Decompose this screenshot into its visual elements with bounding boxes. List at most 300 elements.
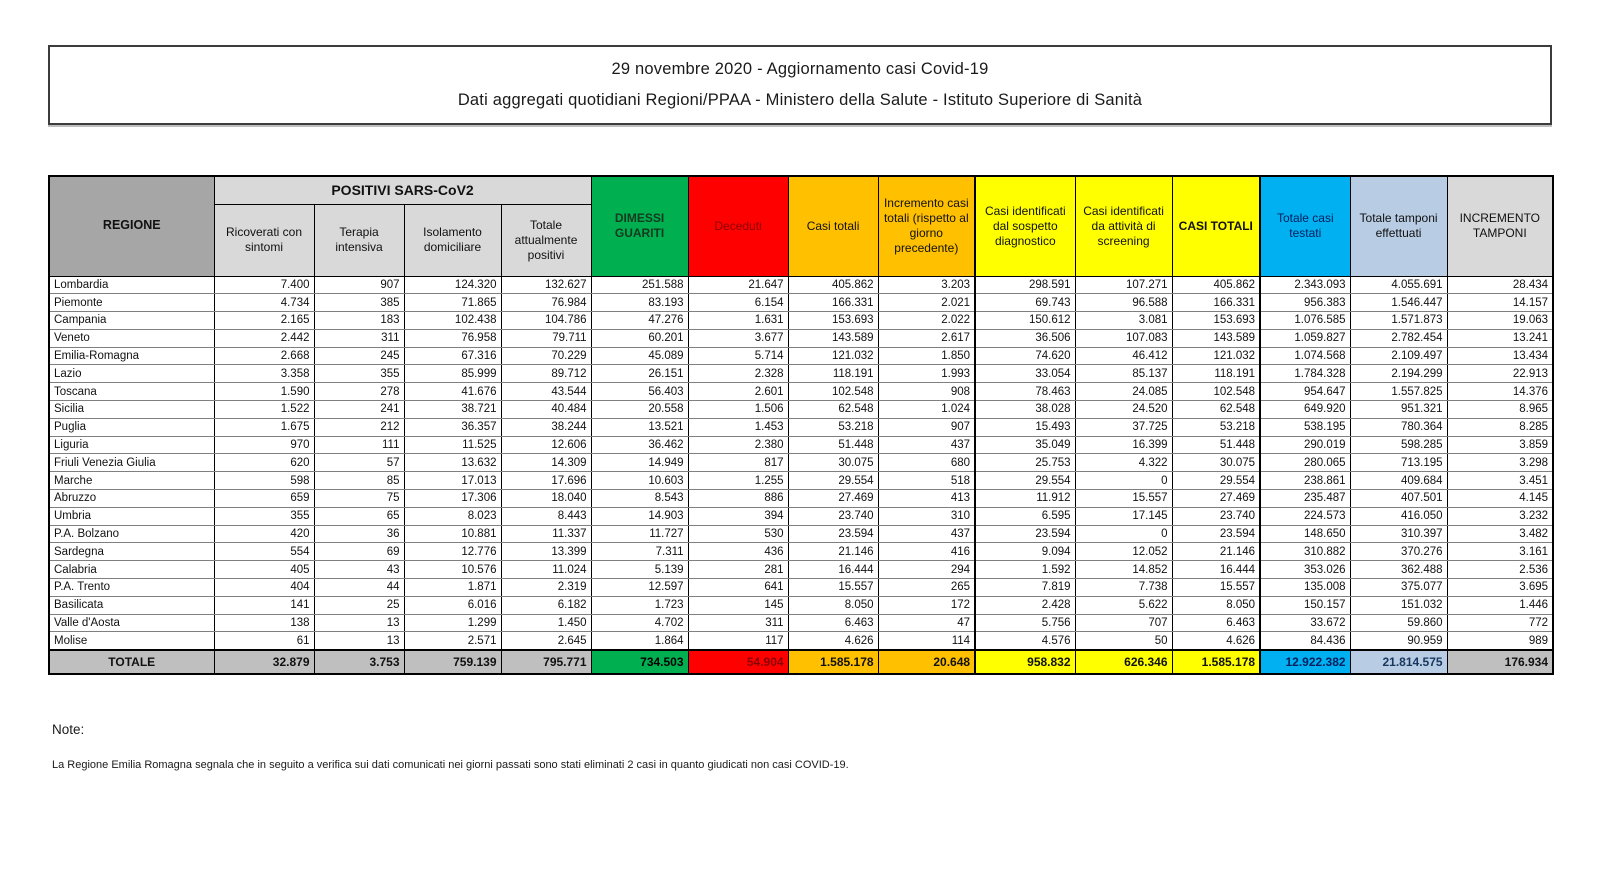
value-cell: 5.622: [1075, 596, 1172, 614]
value-cell: 1.557.825: [1350, 383, 1447, 401]
value-cell: 437: [878, 525, 975, 543]
value-cell: 23.594: [1172, 525, 1260, 543]
value-cell: 707: [1075, 614, 1172, 632]
value-cell: 13.434: [1447, 347, 1553, 365]
value-cell: 0: [1075, 525, 1172, 543]
value-cell: 62.548: [788, 401, 878, 419]
column-header-4: Casi identificati dal sospetto diagnostico: [975, 176, 1075, 276]
value-cell: 15.493: [975, 418, 1075, 436]
value-cell: 30.075: [788, 454, 878, 472]
value-cell: 3.677: [688, 329, 788, 347]
value-cell: 235.487: [1260, 490, 1350, 508]
value-cell: 311: [314, 329, 404, 347]
table-row: [49, 632, 1553, 650]
total-label: TOTALE: [49, 650, 214, 674]
value-cell: 17.145: [1075, 507, 1172, 525]
value-cell: 394: [688, 507, 788, 525]
value-cell: 907: [314, 276, 404, 294]
value-cell: 2.328: [688, 365, 788, 383]
value-cell: 89.712: [501, 365, 591, 383]
sub-column-header-0: Ricoverati con sintomi: [214, 204, 314, 276]
value-cell: 1.506: [688, 401, 788, 419]
value-cell: 83.193: [591, 294, 688, 312]
value-cell: 36.357: [404, 418, 501, 436]
value-cell: 8.543: [591, 490, 688, 508]
value-cell: 3.203: [878, 276, 975, 294]
value-cell: 405.862: [1172, 276, 1260, 294]
value-cell: 310: [878, 507, 975, 525]
value-cell: 311: [688, 614, 788, 632]
value-cell: 416.050: [1350, 507, 1447, 525]
value-cell: 12.052: [1075, 543, 1172, 561]
table-row: [49, 383, 1553, 401]
total-value-cell: 1.585.178: [1172, 650, 1260, 674]
value-cell: 14.903: [591, 507, 688, 525]
total-row: [49, 650, 1553, 674]
value-cell: 251.588: [591, 276, 688, 294]
table-row: [49, 525, 1553, 543]
value-cell: 14.157: [1447, 294, 1553, 312]
value-cell: 908: [878, 383, 975, 401]
value-cell: 298.591: [975, 276, 1075, 294]
region-cell: Lombardia: [49, 276, 214, 294]
value-cell: 212: [314, 418, 404, 436]
value-cell: 420: [214, 525, 314, 543]
value-cell: 17.306: [404, 490, 501, 508]
value-cell: 69.743: [975, 294, 1075, 312]
value-cell: 407.501: [1350, 490, 1447, 508]
value-cell: 148.650: [1260, 525, 1350, 543]
value-cell: 45.089: [591, 347, 688, 365]
value-cell: 153.693: [788, 312, 878, 330]
value-cell: 61: [214, 632, 314, 650]
value-cell: 21.146: [788, 543, 878, 561]
value-cell: 24.520: [1075, 401, 1172, 419]
value-cell: 17.013: [404, 472, 501, 490]
value-cell: 135.008: [1260, 579, 1350, 597]
value-cell: 405: [214, 561, 314, 579]
value-cell: 111: [314, 436, 404, 454]
value-cell: 6.154: [688, 294, 788, 312]
value-cell: 404: [214, 579, 314, 597]
value-cell: 11.024: [501, 561, 591, 579]
value-cell: 772: [1447, 614, 1553, 632]
column-header-9: INCREMENTO TAMPONI: [1447, 176, 1553, 276]
value-cell: 107.271: [1075, 276, 1172, 294]
value-cell: 20.558: [591, 401, 688, 419]
value-cell: 5.139: [591, 561, 688, 579]
value-cell: 12.776: [404, 543, 501, 561]
value-cell: 2.109.497: [1350, 347, 1447, 365]
value-cell: 713.195: [1350, 454, 1447, 472]
value-cell: 989: [1447, 632, 1553, 650]
value-cell: 3.482: [1447, 525, 1553, 543]
value-cell: 28.434: [1447, 276, 1553, 294]
value-cell: 62.548: [1172, 401, 1260, 419]
column-header-0: DIMESSI GUARITI: [591, 176, 688, 276]
sub-column-header-3: Totale attualmente positivi: [501, 204, 591, 276]
value-cell: 53.218: [1172, 418, 1260, 436]
value-cell: 4.322: [1075, 454, 1172, 472]
value-cell: 70.229: [501, 347, 591, 365]
value-cell: 25: [314, 596, 404, 614]
value-cell: 405.862: [788, 276, 878, 294]
value-cell: 13: [314, 614, 404, 632]
value-cell: 12.606: [501, 436, 591, 454]
value-cell: 23.740: [1172, 507, 1260, 525]
value-cell: 4.626: [788, 632, 878, 650]
value-cell: 44: [314, 579, 404, 597]
value-cell: 598: [214, 472, 314, 490]
value-cell: 121.032: [788, 347, 878, 365]
value-cell: 29.554: [1172, 472, 1260, 490]
value-cell: 18.040: [501, 490, 591, 508]
column-header-8: Totale tamponi effettuati: [1350, 176, 1447, 276]
value-cell: 183: [314, 312, 404, 330]
value-cell: 8.023: [404, 507, 501, 525]
value-cell: 3.859: [1447, 436, 1553, 454]
table-row: [49, 561, 1553, 579]
table-row: [49, 454, 1553, 472]
value-cell: 124.320: [404, 276, 501, 294]
value-cell: 8.050: [1172, 596, 1260, 614]
table-row: [49, 365, 1553, 383]
value-cell: 278: [314, 383, 404, 401]
value-cell: 649.920: [1260, 401, 1350, 419]
value-cell: 10.881: [404, 525, 501, 543]
table-row: [49, 418, 1553, 436]
value-cell: 245: [314, 347, 404, 365]
total-value-cell: 1.585.178: [788, 650, 878, 674]
value-cell: 370.276: [1350, 543, 1447, 561]
value-cell: 151.032: [1350, 596, 1447, 614]
value-cell: 16.444: [788, 561, 878, 579]
region-cell: Emilia-Romagna: [49, 347, 214, 365]
value-cell: 1.993: [878, 365, 975, 383]
value-cell: 15.557: [1075, 490, 1172, 508]
region-cell: Piemonte: [49, 294, 214, 312]
value-cell: 6.182: [501, 596, 591, 614]
column-header-1: Deceduti: [688, 176, 788, 276]
value-cell: 65: [314, 507, 404, 525]
region-cell: Puglia: [49, 418, 214, 436]
value-cell: 4.734: [214, 294, 314, 312]
value-cell: 13.521: [591, 418, 688, 436]
value-cell: 114: [878, 632, 975, 650]
value-cell: 118.191: [788, 365, 878, 383]
column-header-5: Casi identificati da attività di screening: [1075, 176, 1172, 276]
value-cell: 1.631: [688, 312, 788, 330]
value-cell: 96.588: [1075, 294, 1172, 312]
value-cell: 7.400: [214, 276, 314, 294]
value-cell: 60.201: [591, 329, 688, 347]
value-cell: 1.850: [878, 347, 975, 365]
value-cell: 1.590: [214, 383, 314, 401]
value-cell: 14.376: [1447, 383, 1553, 401]
value-cell: 5.714: [688, 347, 788, 365]
value-cell: 51.448: [1172, 436, 1260, 454]
value-cell: 8.285: [1447, 418, 1553, 436]
value-cell: 76.984: [501, 294, 591, 312]
value-cell: 78.463: [975, 383, 1075, 401]
value-cell: 437: [878, 436, 975, 454]
value-cell: 1.723: [591, 596, 688, 614]
value-cell: 38.721: [404, 401, 501, 419]
value-cell: 6.463: [788, 614, 878, 632]
value-cell: 71.865: [404, 294, 501, 312]
value-cell: 1.446: [1447, 596, 1553, 614]
value-cell: 53.218: [788, 418, 878, 436]
column-header-7: Totale casi testati: [1260, 176, 1350, 276]
value-cell: 57: [314, 454, 404, 472]
value-cell: 13.241: [1447, 329, 1553, 347]
value-cell: 118.191: [1172, 365, 1260, 383]
value-cell: 36.462: [591, 436, 688, 454]
value-cell: 102.548: [1172, 383, 1260, 401]
value-cell: 6.595: [975, 507, 1075, 525]
value-cell: 1.871: [404, 579, 501, 597]
value-cell: 166.331: [788, 294, 878, 312]
value-cell: 67.316: [404, 347, 501, 365]
value-cell: 2.343.093: [1260, 276, 1350, 294]
value-cell: 4.055.691: [1350, 276, 1447, 294]
value-cell: 1.299: [404, 614, 501, 632]
value-cell: 25.753: [975, 454, 1075, 472]
value-cell: 15.557: [1172, 579, 1260, 597]
value-cell: 102.548: [788, 383, 878, 401]
value-cell: 14.852: [1075, 561, 1172, 579]
value-cell: 1.059.827: [1260, 329, 1350, 347]
value-cell: 51.448: [788, 436, 878, 454]
value-cell: 14.949: [591, 454, 688, 472]
value-cell: 41.676: [404, 383, 501, 401]
value-cell: 2.165: [214, 312, 314, 330]
value-cell: 1.453: [688, 418, 788, 436]
value-cell: 2.021: [878, 294, 975, 312]
value-cell: 1.864: [591, 632, 688, 650]
value-cell: 11.337: [501, 525, 591, 543]
value-cell: 9.094: [975, 543, 1075, 561]
value-cell: 16.399: [1075, 436, 1172, 454]
value-cell: 75: [314, 490, 404, 508]
value-cell: 27.469: [1172, 490, 1260, 508]
report-title: 29 novembre 2020 - Aggiornamento casi Covid-19: [611, 60, 989, 78]
value-cell: 355: [314, 365, 404, 383]
value-cell: 150.612: [975, 312, 1075, 330]
value-cell: 530: [688, 525, 788, 543]
sub-column-header-2: Isolamento domiciliare: [404, 204, 501, 276]
value-cell: 107.083: [1075, 329, 1172, 347]
table-row: [49, 294, 1553, 312]
value-cell: 6.016: [404, 596, 501, 614]
total-value-cell: 795.771: [501, 650, 591, 674]
value-cell: 4.702: [591, 614, 688, 632]
value-cell: 554: [214, 543, 314, 561]
total-value-cell: 21.814.575: [1350, 650, 1447, 674]
value-cell: 85.999: [404, 365, 501, 383]
value-cell: 90.959: [1350, 632, 1447, 650]
value-cell: 33.054: [975, 365, 1075, 383]
value-cell: 21.647: [688, 276, 788, 294]
value-cell: 143.589: [1172, 329, 1260, 347]
value-cell: 362.488: [1350, 561, 1447, 579]
value-cell: 69: [314, 543, 404, 561]
value-cell: 970: [214, 436, 314, 454]
value-cell: 4.145: [1447, 490, 1553, 508]
value-cell: 3.451: [1447, 472, 1553, 490]
value-cell: 102.438: [404, 312, 501, 330]
value-cell: 150.157: [1260, 596, 1350, 614]
value-cell: 1.571.873: [1350, 312, 1447, 330]
value-cell: 355: [214, 507, 314, 525]
value-cell: 538.195: [1260, 418, 1350, 436]
value-cell: 36: [314, 525, 404, 543]
value-cell: 280.065: [1260, 454, 1350, 472]
value-cell: 2.380: [688, 436, 788, 454]
value-cell: 2.668: [214, 347, 314, 365]
table-row: [49, 596, 1553, 614]
value-cell: 21.146: [1172, 543, 1260, 561]
value-cell: 224.573: [1260, 507, 1350, 525]
value-cell: 172: [878, 596, 975, 614]
region-cell: Molise: [49, 632, 214, 650]
value-cell: 817: [688, 454, 788, 472]
value-cell: 2.782.454: [1350, 329, 1447, 347]
column-header-2: Casi totali: [788, 176, 878, 276]
covid-table-container: [48, 175, 1552, 675]
value-cell: 13.399: [501, 543, 591, 561]
value-cell: 2.617: [878, 329, 975, 347]
value-cell: 436: [688, 543, 788, 561]
value-cell: 3.358: [214, 365, 314, 383]
region-cell: Sardegna: [49, 543, 214, 561]
value-cell: 85.137: [1075, 365, 1172, 383]
value-cell: 11.727: [591, 525, 688, 543]
value-cell: 40.484: [501, 401, 591, 419]
region-cell: Umbria: [49, 507, 214, 525]
notes-section: [52, 722, 1452, 771]
value-cell: 47.276: [591, 312, 688, 330]
value-cell: 15.557: [788, 579, 878, 597]
value-cell: 2.428: [975, 596, 1075, 614]
value-cell: 1.076.585: [1260, 312, 1350, 330]
value-cell: 43.544: [501, 383, 591, 401]
value-cell: 46.412: [1075, 347, 1172, 365]
value-cell: 121.032: [1172, 347, 1260, 365]
value-cell: 659: [214, 490, 314, 508]
total-value-cell: 20.648: [878, 650, 975, 674]
value-cell: 26.151: [591, 365, 688, 383]
total-value-cell: 3.753: [314, 650, 404, 674]
value-cell: 11.912: [975, 490, 1075, 508]
value-cell: 7.819: [975, 579, 1075, 597]
value-cell: 10.603: [591, 472, 688, 490]
value-cell: 2.571: [404, 632, 501, 650]
total-value-cell: 958.832: [975, 650, 1075, 674]
region-cell: Lazio: [49, 365, 214, 383]
value-cell: 956.383: [1260, 294, 1350, 312]
value-cell: 1.784.328: [1260, 365, 1350, 383]
value-cell: 1.522: [214, 401, 314, 419]
value-cell: 153.693: [1172, 312, 1260, 330]
total-value-cell: 32.879: [214, 650, 314, 674]
region-cell: Veneto: [49, 329, 214, 347]
value-cell: 886: [688, 490, 788, 508]
value-cell: 30.075: [1172, 454, 1260, 472]
value-cell: 35.049: [975, 436, 1075, 454]
value-cell: 29.554: [788, 472, 878, 490]
region-cell: Liguria: [49, 436, 214, 454]
value-cell: 620: [214, 454, 314, 472]
value-cell: 2.645: [501, 632, 591, 650]
notes-heading: Note:: [52, 722, 85, 737]
value-cell: 951.321: [1350, 401, 1447, 419]
region-cell: Friuli Venezia Giulia: [49, 454, 214, 472]
region-cell: Basilicata: [49, 596, 214, 614]
value-cell: 56.403: [591, 383, 688, 401]
column-header-6: CASI TOTALI: [1172, 176, 1260, 276]
covid-data-table: [48, 175, 1554, 675]
value-cell: 7.738: [1075, 579, 1172, 597]
table-row: [49, 329, 1553, 347]
value-cell: 13: [314, 632, 404, 650]
value-cell: 310.397: [1350, 525, 1447, 543]
value-cell: 4.576: [975, 632, 1075, 650]
value-cell: 310.882: [1260, 543, 1350, 561]
total-value-cell: 12.922.382: [1260, 650, 1350, 674]
value-cell: 780.364: [1350, 418, 1447, 436]
value-cell: 265: [878, 579, 975, 597]
value-cell: 138: [214, 614, 314, 632]
value-cell: 238.861: [1260, 472, 1350, 490]
value-cell: 518: [878, 472, 975, 490]
sub-column-header-1: Terapia intensiva: [314, 204, 404, 276]
value-cell: 84.436: [1260, 632, 1350, 650]
value-cell: 2.022: [878, 312, 975, 330]
total-value-cell: 54.904: [688, 650, 788, 674]
value-cell: 241: [314, 401, 404, 419]
value-cell: 33.672: [1260, 614, 1350, 632]
value-cell: 8.443: [501, 507, 591, 525]
value-cell: 59.860: [1350, 614, 1447, 632]
value-cell: 2.194.299: [1350, 365, 1447, 383]
region-cell: P.A. Trento: [49, 579, 214, 597]
region-cell: Abruzzo: [49, 490, 214, 508]
table-row: [49, 614, 1553, 632]
value-cell: 416: [878, 543, 975, 561]
value-cell: 5.756: [975, 614, 1075, 632]
value-cell: 1.255: [688, 472, 788, 490]
value-cell: 85: [314, 472, 404, 490]
value-cell: 13.632: [404, 454, 501, 472]
total-value-cell: 626.346: [1075, 650, 1172, 674]
value-cell: 37.725: [1075, 418, 1172, 436]
table-row: [49, 312, 1553, 330]
value-cell: 1.450: [501, 614, 591, 632]
value-cell: 17.696: [501, 472, 591, 490]
table-row: [49, 543, 1553, 561]
value-cell: 16.444: [1172, 561, 1260, 579]
table-row: [49, 579, 1553, 597]
region-cell: Sicilia: [49, 401, 214, 419]
value-cell: 23.740: [788, 507, 878, 525]
region-cell: P.A. Bolzano: [49, 525, 214, 543]
value-cell: 680: [878, 454, 975, 472]
value-cell: 38.028: [975, 401, 1075, 419]
value-cell: 14.309: [501, 454, 591, 472]
region-cell: Valle d'Aosta: [49, 614, 214, 632]
region-cell: Calabria: [49, 561, 214, 579]
